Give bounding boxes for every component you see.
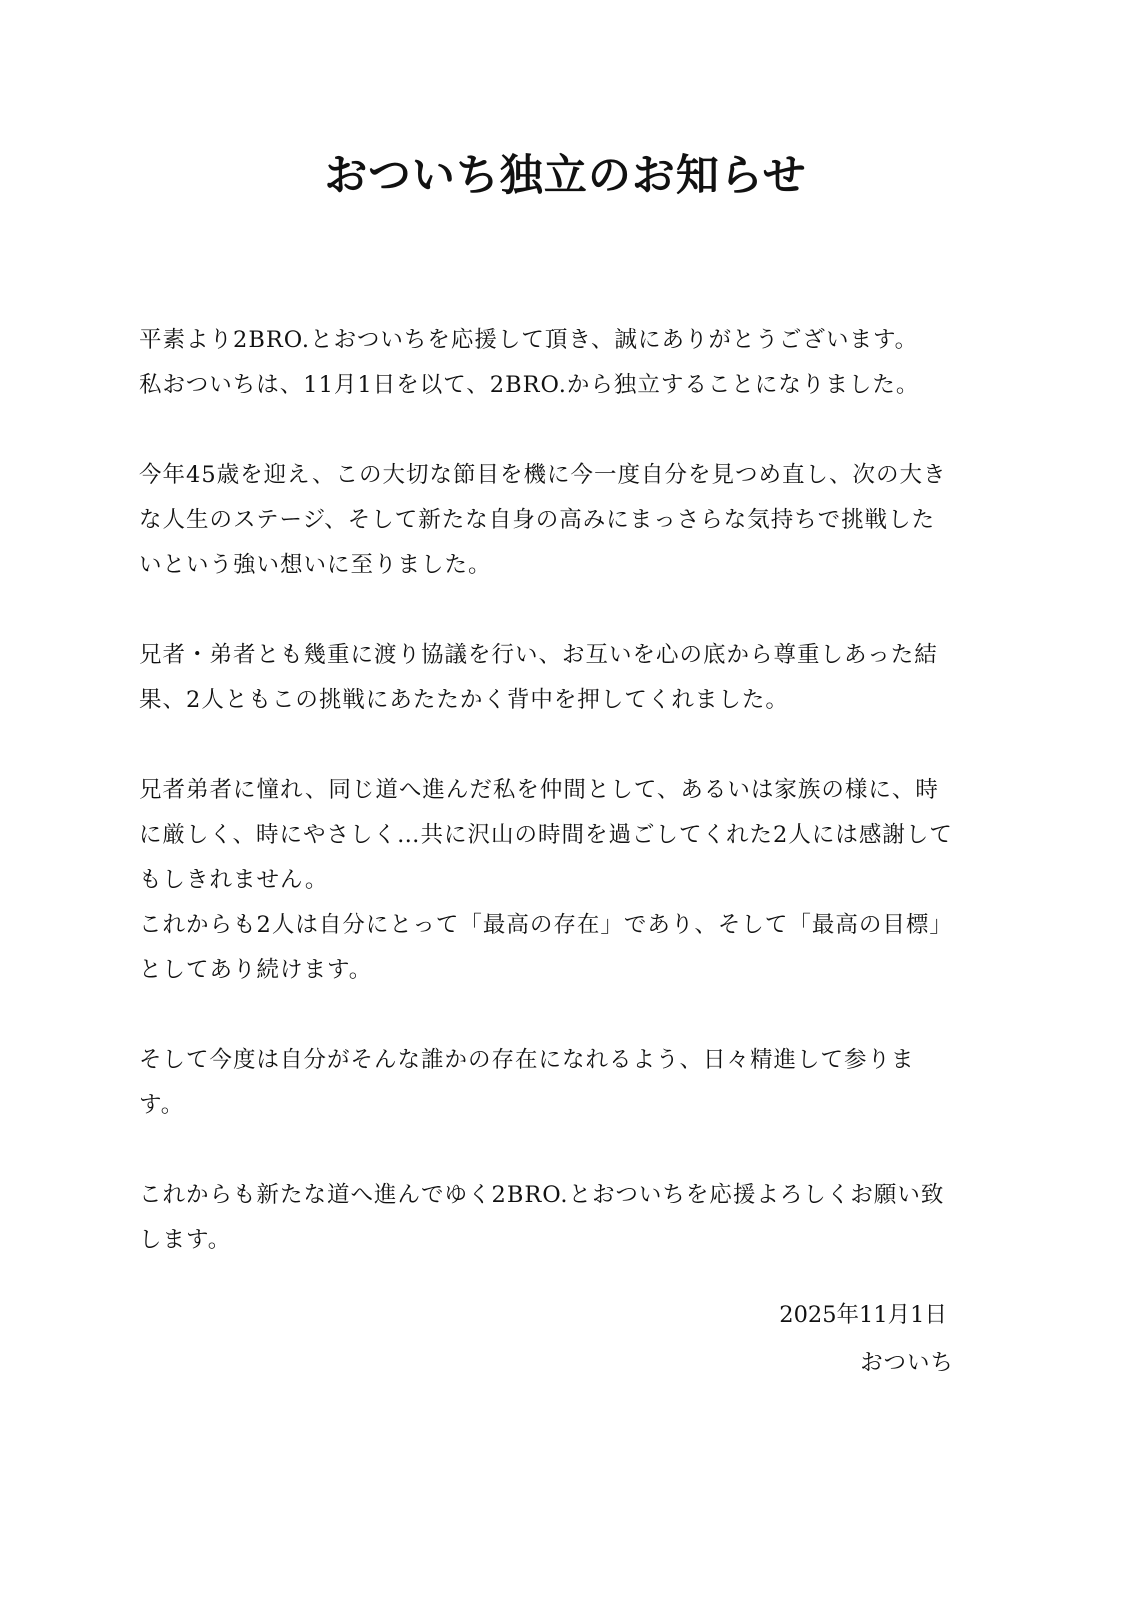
paragraph-gratitude bbox=[139, 768, 979, 993]
paragraph-line: もしきれません。 bbox=[139, 867, 329, 893]
paragraph-reason bbox=[139, 453, 979, 588]
paragraph-line: 今年45歳を迎え、この大切な節目を機に今一度自分を見つめ直し、次の大き bbox=[139, 462, 947, 488]
document-title: おついち独立のお知らせ bbox=[324, 151, 807, 201]
document-date: 2025年11月1日 bbox=[779, 1302, 947, 1328]
paragraph-line: 果、2人ともこの挑戦にあたたかく背中を押してくれました。 bbox=[139, 687, 789, 713]
paragraph-line: これからも新たな道へ進んでゆく2BRO.とおついちを応援よろしくお願い致 bbox=[139, 1182, 945, 1208]
document-signature: おついち bbox=[860, 1350, 954, 1376]
paragraph-discussion bbox=[139, 633, 979, 723]
paragraph-line: 平素より2BRO.とおついちを応援して頂き、誠にありがとうございます。 bbox=[139, 327, 919, 353]
paragraph-line: これからも2人は自分にとって「最高の存在」であり、そして「最高の目標」 bbox=[139, 912, 953, 938]
paragraph-line: そして今度は自分がそんな誰かの存在になれるよう、日々精進して参りま bbox=[139, 1047, 915, 1073]
paragraph-closing bbox=[139, 1173, 979, 1263]
paragraph-line: 兄者・弟者とも幾重に渡り協議を行い、お互いを心の底から尊重しあった結 bbox=[139, 642, 938, 668]
paragraph-greeting bbox=[139, 318, 979, 408]
paragraph-line: な人生のステージ、そして新たな自身の高みにまっさらな気持ちで挑戦した bbox=[139, 507, 936, 533]
paragraph-line: 私おついちは、11月1日を以て、2BRO.から独立することになりました。 bbox=[139, 372, 920, 398]
paragraph-line: 兄者弟者に憧れ、同じ道へ進んだ私を仲間として、あるいは家族の様に、時 bbox=[139, 777, 939, 803]
paragraph-line: します。 bbox=[139, 1227, 232, 1253]
paragraph-line: す。 bbox=[139, 1092, 185, 1118]
document-body bbox=[139, 318, 979, 1308]
paragraph-line: いという強い想いに至りました。 bbox=[139, 552, 492, 578]
paragraph-line: に厳しく、時にやさしく…共に沢山の時間を過ごしてくれた2人には感謝して bbox=[139, 822, 953, 848]
paragraph-resolution bbox=[139, 1038, 979, 1128]
paragraph-line: としてあり続けます。 bbox=[139, 957, 373, 983]
